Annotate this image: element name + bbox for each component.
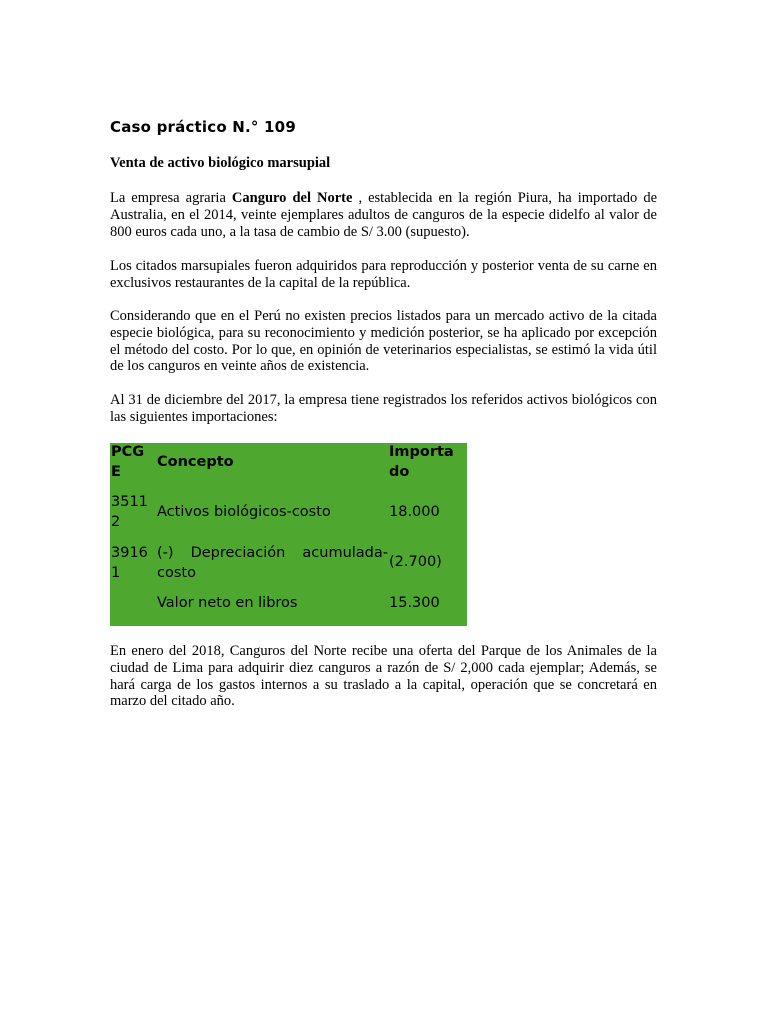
table-row-1-concepto: Activos biológicos-costo xyxy=(157,504,331,520)
table-row-3-importe: 15.300 xyxy=(389,595,440,611)
table-row-1-importe: 18.000 xyxy=(389,504,440,520)
company-name: Canguro del Norte xyxy=(231,190,353,206)
table-header-importado-line1: Importa xyxy=(389,444,454,460)
paragraph-purpose: Los citados marsupiales fueron adquiridos para reproducción y posterior venta de su carne en exclusivos restaurantes de la capital de la república. xyxy=(110,258,657,291)
paragraph-valuation-method: Considerando que en el Perú no existen precios listados para un mercado activo de la citada especie biológica, para su reconocimiento y medición posterior, se ha aplicado por excepción el método del costo. Por lo que, en opinión de veterinarios especialistas, se estimó la vida útil de los canguros en veinte años de existencia. xyxy=(110,308,657,375)
table-cell: 1 xyxy=(111,564,121,581)
table-row-3-concepto: Valor neto en libros xyxy=(157,595,298,611)
table-header-pcge-line2: E xyxy=(111,463,121,480)
table-row-2-pcge xyxy=(111,544,151,583)
table-header-pcge xyxy=(111,443,151,482)
table-header-concepto: Concepto xyxy=(157,454,234,470)
table-cell: 2 xyxy=(111,513,121,530)
table-cell: (-) Depreciación acumulada- xyxy=(157,545,388,561)
paragraph-offer: En enero del 2018, Canguros del Norte recibe una oferta del Parque de los Animales de la ciudad de Lima para adquirir diez canguros a razón de S/ 2,000 cada ejemplar; Además, se hará carga de los gastos internos a su traslado a la capital, operación que se concretará en marzo del citado año. xyxy=(110,643,657,710)
table-header-pcge-line1: PCG xyxy=(111,444,145,460)
table-header-importado-line2: do xyxy=(389,463,410,480)
table-cell: costo xyxy=(157,564,196,581)
table-row-1-pcge xyxy=(111,493,151,532)
paragraph-company-import xyxy=(110,190,657,240)
paragraph-text: La empresa agraria xyxy=(110,190,232,206)
assets-table xyxy=(110,443,467,626)
table-row-2-importe: (2.700) xyxy=(389,554,442,570)
table-cell: 3511 xyxy=(111,494,148,510)
case-subtitle: Venta de activo biológico marsupial xyxy=(110,155,331,171)
table-row-2-concepto xyxy=(157,544,388,583)
table-header-importado xyxy=(389,443,465,482)
case-title: Caso práctico N.° 109 xyxy=(110,118,296,136)
paragraph-text: , establecida en la región Piura, ha importado de Australia, en el 2014, veinte ejemplares adultos de canguros de la especie didelfo al valor de 800 euros cada uno, a la tasa de cambio de S/ 3.00 (supuesto). xyxy=(110,190,658,240)
paragraph-registered-assets: Al 31 de diciembre del 2017, la empresa tiene registrados los referidos activos biológicos con las siguientes importaciones: xyxy=(110,392,657,425)
table-cell: 3916 xyxy=(111,545,148,561)
